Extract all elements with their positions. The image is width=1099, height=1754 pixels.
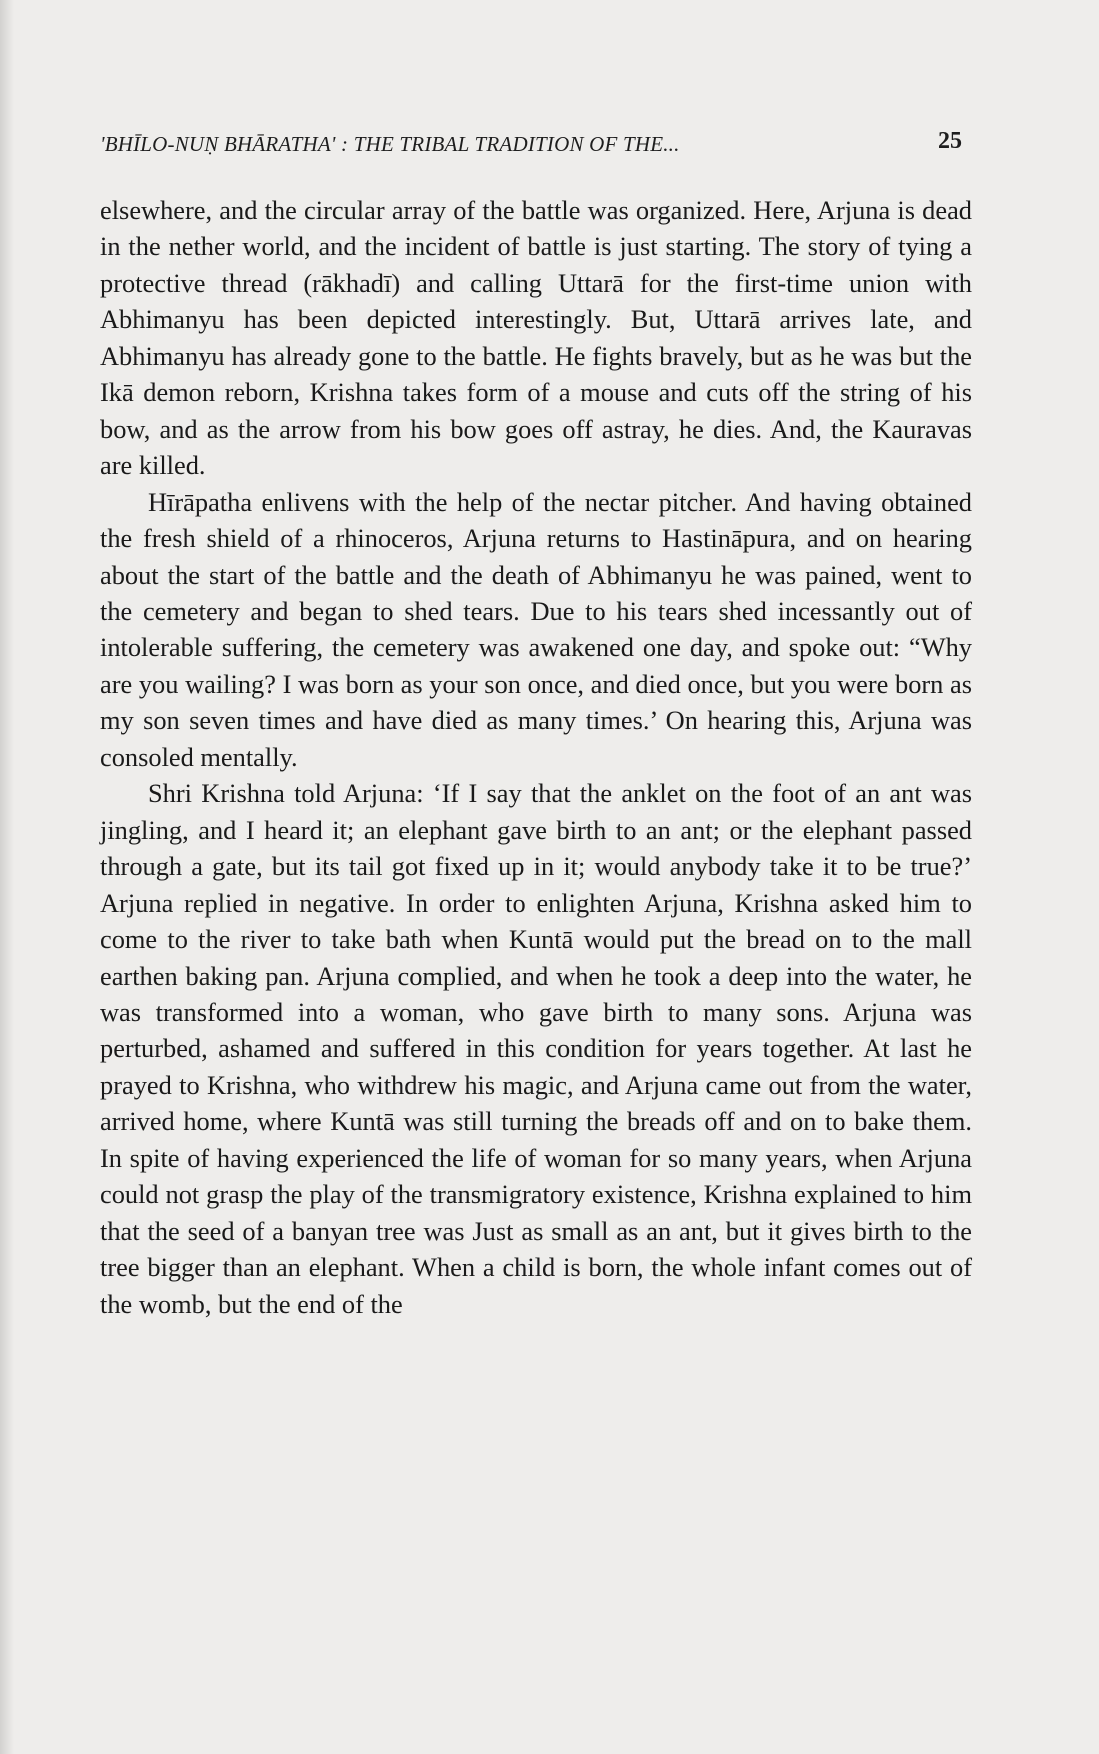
paragraph-3: Shri Krishna told Arjuna: ‘If I say that the anklet on the foot of an ant was jingling, and I heard it; an elephant gave birth to an ant; or the elephant passed through a gate, but its tail got fixed up in it; would anybody take it to be true?’ Arjuna replied in negative. In order to enlighten Arjuna, Krishna asked him to come to the river to take bath when Kuntā would put the bread on to the mall earthen baking pan. Arjuna complied, and when he took a deep into the water, he was transformed into a woman, who gave birth to many sons. Arjuna was perturbed, ashamed and suffered in this condition for years together. At last he prayed to Krishna, who withdrew his magic, and Arjuna came out from the water, arrived home, where Kuntā was still turning the breads off and on to bake them. In spite of having experienced the life of woman for so many years, when Arjuna could not grasp the play of the transmigratory existence, Krishna explained to him that the seed of a banyan tree was Just as small as an ant, but it gives birth to the tree bigger than an elephant. When a child is born, the whole infant comes out of the womb, but the end of the [100, 778, 972, 1319]
page-number: 25 [938, 128, 962, 154]
running-title: 'BHĪLO-NUṆ BHĀRATHA' : THE TRIBAL TRADITION OF THE... [100, 132, 680, 156]
running-header [100, 128, 968, 162]
paragraph-2: Hīrāpatha enlivens with the help of the nectar pitcher. And having obtained the fresh shield of a rhinoceros, Arjuna returns to Hastināpura, and on hearing about the start of the battle and the death of Abhimanyu he was pained, went to the cemetery and began to shed tears. Due to his tears shed incessantly out of intolerable suffering, the cemetery was awakened one day, and spoke out: “Why are you wailing? I was born as your son once, and died once, but you were born as my son seven times and have died as many times.’ On hearing this, Arjuna was consoled mentally. [100, 486, 972, 772]
paragraph-1: elsewhere, and the circular array of the battle was organized. Here, Arjuna is dead in the nether world, and the incident of battle is just starting. The story of tying a protective thread (rākhadī) and calling Uttarā for the first-time union with Abhimanyu has been depicted interestingly. But, Uttarā arrives late, and Abhimanyu has already gone to the battle. He fights bravely, but as he was but the Ikā demon reborn, Krishna takes form of a mouse and cuts off the string of his bow, and as the arrow from his bow goes off astray, he dies. And, the Kauravas are killed. [100, 195, 972, 481]
body-text [100, 192, 972, 1322]
page-edge-shadow [0, 0, 14, 1754]
